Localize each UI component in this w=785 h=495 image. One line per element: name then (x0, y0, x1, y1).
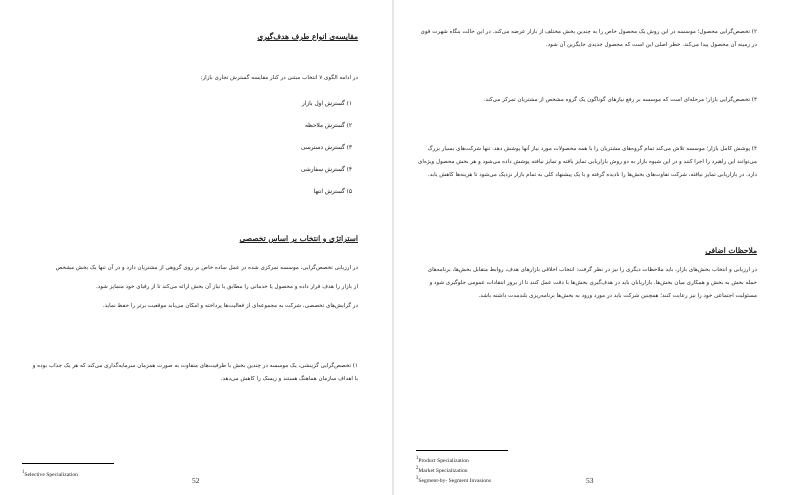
list-item: ۱) گسترش اول بازار (301, 101, 352, 107)
paragraph: ۲) تخصص‌گرایی محصول؛ موسسه در این روش یک محصول خاص را به چندین بخش مختلف از بازار عرضه می‌کند. در این حالت بنگاه شهرت قوی در زمینه آن محصول پیدا می‌کند. خطر اصلی این است که محصول جدیدی جایگزین آن شود. (420, 29, 757, 48)
section-heading: ملاحظات اضافی (705, 246, 757, 255)
body-text (28, 262, 358, 313)
paragraph: در ارزیابی تخصص‌گرایی، موسسه تمرکزی شده در عمل ساده خاص بر روی گروهی از مشتریان دارد و در آن تنها یک بخش مشخص (55, 265, 358, 271)
footnote-number: 1 (22, 470, 25, 475)
footnote (416, 465, 616, 475)
section-heading: استراتژی و انتخاب بر اساس تخصصی (239, 234, 358, 243)
paragraph: ۳) تخصص‌گرایی بازار؛ مرحله‌ای است که موسسه بر رفع نیازهای گوناگون یک گروه مشخص از مشتریان تمرکز می‌کند. (483, 97, 757, 103)
list-item: ۳) گسترش دسترسی (300, 145, 352, 151)
page-number: 52 (192, 476, 200, 485)
item-list (152, 93, 352, 203)
list-item: ۴) گسترش سفارشی (300, 167, 352, 173)
footnote-text: Segment-by- Segment Invasions (418, 477, 492, 484)
footnote-text: Selective Specialization (24, 471, 78, 478)
section-heading: مقایسه‌ی انواع طرف هدف‌گیری (257, 32, 358, 41)
list-item: ۵) گسترش انتها (313, 189, 352, 195)
page-number: 53 (586, 476, 594, 485)
footnote-rule (22, 463, 114, 464)
page-53 (394, 0, 785, 495)
page-52 (0, 0, 392, 495)
list-item: ۲) گسترش ملاحظه (304, 123, 352, 129)
footnote-number: 2 (416, 465, 419, 471)
note-paragraph: ۱) تخصص‌گرایی گزینشی، یک موسسه در چندین بخش با ظرفیت‌های متفاوت به صورت همزمان سرمایه‌گذاری می‌کند که هر یک جذاب بوده و با اهداف سازمان هماهنگ هستند و ریسک را کاهش می‌دهد. (32, 363, 358, 382)
paragraph: از بازار را هدف قرار داده و محصول یا خدماتی را مطابق با نیاز آن بخش ارائه می‌کند تا از رقبای خود متمایز شود. (95, 284, 358, 290)
footnote (416, 455, 616, 465)
paragraph: در گرایش‌های تخصصی، شرکت به مجموعه‌ای از فعالیت‌ها پرداخته و امکان می‌یابد موقعیت برتر را حفظ نماید. (102, 303, 358, 309)
paragraph: در ارزیابی و انتخاب بخش‌های بازار، باید ملاحظات دیگری را نیز در نظر گرفت: انتخاب اخلاقی بازارهای هدف، روابط متقابل بخش‌ها، برنامه‌های حمله بخش به بخش و همکاری میان بخش‌ها. بازاریابان باید در هدف‌گیری بخش‌ها با دقت عمل کنند تا از بروز انتقادات عمومی جلوگیری شود و مسئولیت اجتماعی خود را نیز رعایت کنند؛ همچنین شرکت باید در مورد ورود به بخش‌ها برنامه‌ریزی بلندمدت داشته باشد. (427, 267, 757, 299)
footnote-number: 3 (416, 475, 419, 481)
footnote-rule (416, 450, 508, 451)
footnote-text: Market Specialization (418, 467, 468, 474)
footnote-number: 1 (416, 456, 419, 461)
paragraph: ۴) پوشش کامل بازار؛ موسسه تلاش می‌کند تمام گروه‌های مشتریان را با همه محصولات مورد نیاز آنها پوشش دهد. تنها شرکت‌های بسیار بزرگ می‌توانند این راهبرد را اجرا کنند و در این شیوه بازار به دو روش بازاریابی تمایز یافته و تمایز نیافته پوشش داده می‌شود و هر بخش محصول ویژه‌ای دارد. در بازاریابی تمایز نیافته، شرکت تفاوت‌های بخش‌ها را نادیده گرفته و با یک پیشنهاد کلی به تمام بازار نزدیک می‌شود تا هزینه‌ها کاهش یابد. (418, 146, 757, 178)
intro-paragraph: در ادامه الگوی ۷ انتخاب مبتنی در کنار مقایسه گسترش تجاری بازار: (200, 75, 358, 81)
footnote-text: Product Specialization (418, 457, 469, 464)
